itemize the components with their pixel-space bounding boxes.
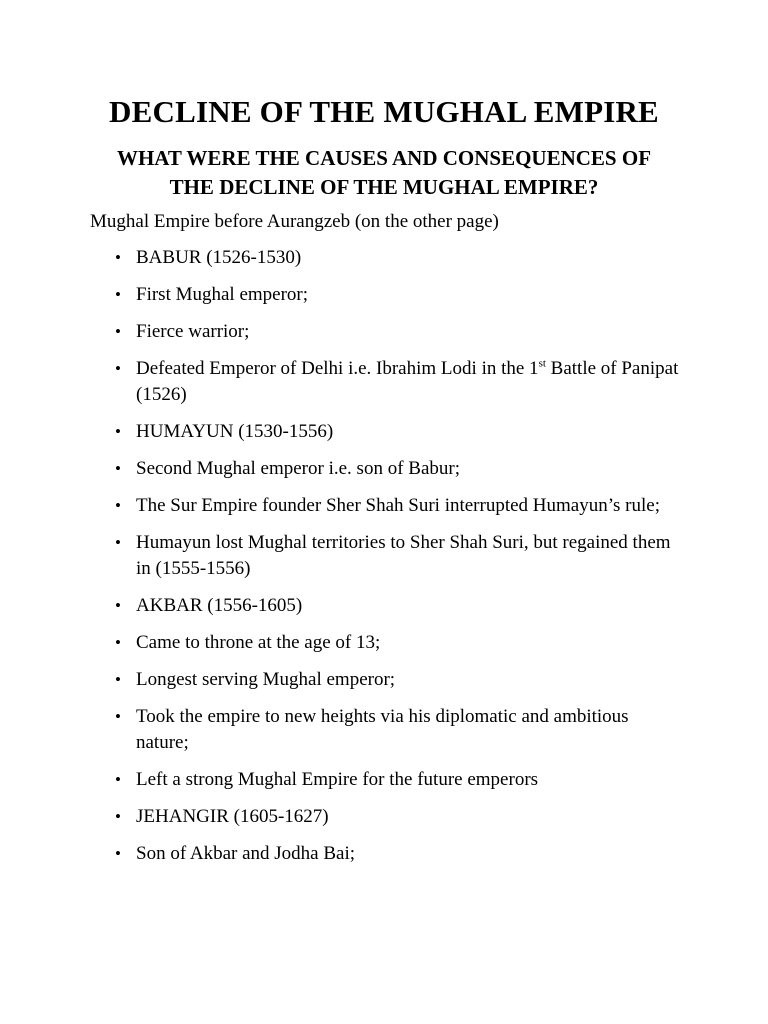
list-item-text: The Sur Empire founder Sher Shah Suri interrupted Humayun’s rule; (136, 495, 660, 516)
list-item (115, 456, 685, 482)
subtitle-line-2: THE DECLINE OF THE MUGHAL EMPIRE? (169, 175, 599, 199)
list-item (115, 767, 685, 793)
bullet-icon: • (115, 322, 121, 341)
bullet-icon: • (115, 670, 121, 689)
list-item (115, 530, 685, 582)
bullet-list (115, 245, 685, 878)
bullet-icon: • (115, 533, 121, 552)
list-item-text: Longest serving Mughal emperor; (136, 669, 396, 690)
bullet-icon: • (115, 844, 121, 863)
list-item-text: Fierce warrior; (136, 321, 250, 342)
list-item (115, 667, 685, 693)
bullet-icon: • (115, 359, 121, 378)
bullet-icon: • (115, 633, 121, 652)
superscript-ordinal: st (538, 357, 546, 370)
bullet-icon: • (115, 496, 121, 515)
list-item-text: First Mughal emperor; (136, 284, 309, 305)
list-item-text: BABUR (1526-1530) (136, 247, 302, 268)
list-item (115, 593, 685, 619)
document-subtitle (84, 144, 684, 202)
list-item (115, 356, 685, 408)
list-item (115, 245, 685, 271)
bullet-icon: • (115, 459, 121, 478)
list-item-text: Second Mughal emperor i.e. son of Babur; (136, 458, 460, 479)
bullet-icon: • (115, 596, 121, 615)
bullet-icon: • (115, 707, 121, 726)
list-item (115, 493, 685, 519)
list-item-text: JEHANGIR (1605-1627) (136, 806, 329, 827)
document-title: DECLINE OF THE MUGHAL EMPIRE (109, 94, 659, 129)
bullet-icon: • (115, 770, 121, 789)
list-item-text: Son of Akbar and Jodha Bai; (136, 843, 356, 864)
list-item-text: HUMAYUN (1530-1556) (136, 421, 334, 442)
bullet-icon: • (115, 248, 121, 267)
list-item (115, 419, 685, 445)
subtitle-line-1: WHAT WERE THE CAUSES AND CONSEQUENCES OF (116, 146, 652, 170)
list-item-text-after: Battle of Panipat (1526) (136, 358, 679, 405)
list-item-text: Came to throne at the age of 13; (136, 632, 381, 653)
list-item-text-before: Defeated Emperor of Delhi i.e. Ibrahim Lodi in the 1 (136, 358, 539, 379)
list-item (115, 282, 685, 308)
list-item (115, 319, 685, 345)
list-item (115, 841, 685, 867)
list-item (115, 804, 685, 830)
list-item-text: Took the empire to new heights via his diplomatic and ambitious nature; (136, 706, 629, 753)
list-item-text: Humayun lost Mughal territories to Sher Shah Suri, but regained them in (1555-1556) (136, 532, 671, 579)
bullet-icon: • (115, 807, 121, 826)
list-item-text: AKBAR (1556-1605) (136, 595, 303, 616)
intro-text: Mughal Empire before Aurangzeb (on the other page) (90, 211, 499, 232)
list-item-text: Left a strong Mughal Empire for the future emperors (136, 769, 539, 790)
list-item (115, 704, 685, 756)
bullet-icon: • (115, 285, 121, 304)
list-item (115, 630, 685, 656)
bullet-icon: • (115, 422, 121, 441)
